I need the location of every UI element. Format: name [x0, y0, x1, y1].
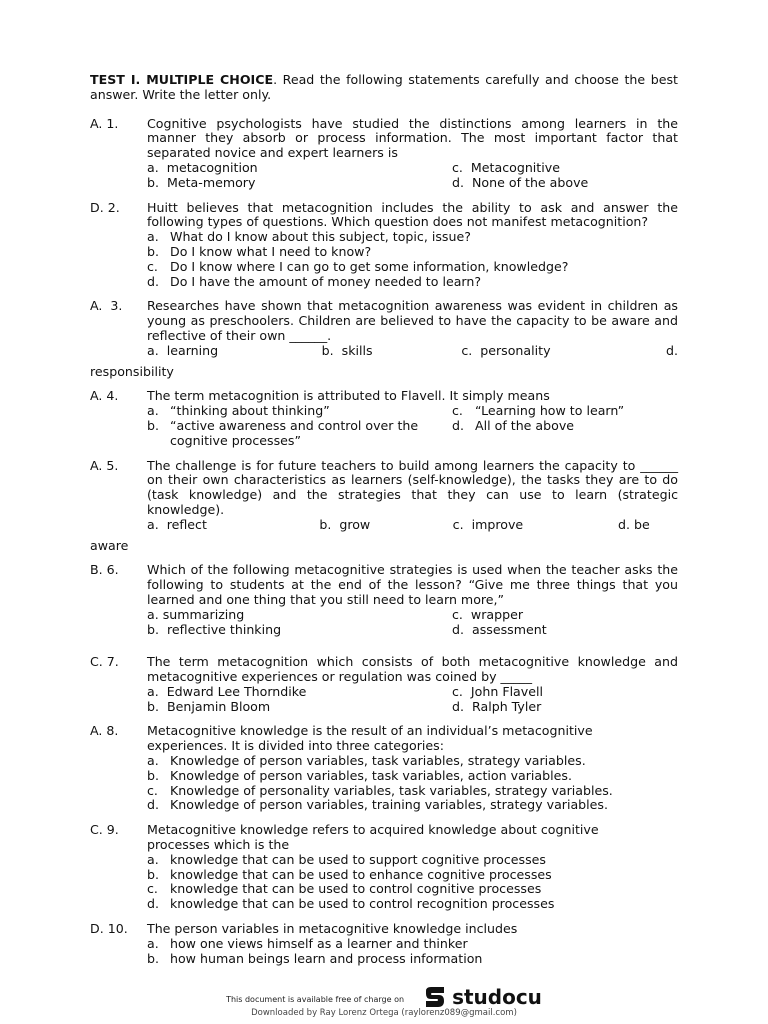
question-7: [90, 655, 678, 714]
option-d: d. None of the above: [452, 174, 589, 190]
option-d: d. Ralph Tyler: [452, 698, 542, 714]
question-stem: Metacognitive knowledge is the result of an individual’s metacognitive experiences. It is divided into three categories:: [147, 723, 593, 754]
question-stem: Huitt believes that metacognition includes the ability to ask and answer the following types of questions. Which question does not manifest metacognition?: [147, 199, 678, 230]
option-c: c. wrapper: [452, 606, 524, 622]
question-stem: The person variables in metacognitive knowledge includes: [147, 921, 518, 937]
question-10: [90, 922, 678, 966]
question-number: A. 5.: [90, 457, 119, 473]
question-2: [90, 201, 678, 290]
question-number: A. 1.: [90, 115, 119, 131]
option-a: a. What do I know about this subject, topic, issue?: [147, 229, 471, 245]
option-c: c. personality: [461, 342, 551, 358]
question-1: [90, 117, 678, 191]
question-number: A. 3.: [90, 298, 123, 314]
option-b: b. knowledge that can be used to enhance cognitive processes: [147, 866, 552, 882]
question-stem: Cognitive psychologists have studied the distinctions among learners in the manner they absorb or process information. The most important factor that separated novice and expert learners is: [147, 115, 678, 161]
option-d: d. knowledge that can be used to control recognition processes: [147, 896, 555, 912]
question-number: C. 9.: [90, 822, 119, 838]
option-c: c. knowledge that can be used to control cognitive processes: [147, 881, 542, 897]
exam-page: [90, 73, 678, 976]
option-c: c. John Flavell: [452, 683, 543, 699]
test-instructions: [90, 73, 678, 103]
option-b: b. how human beings learn and process information: [147, 950, 483, 966]
options-row: [147, 518, 678, 533]
option-a: a. “thinking about thinking”: [147, 403, 330, 419]
option-d-text: responsibility: [90, 363, 174, 379]
test-instructions-text: . Read the following statements carefully and choose the best answer. Write the letter only.: [90, 72, 678, 102]
question-5-wrap: [90, 539, 678, 554]
option-b: b. reflective thinking: [147, 621, 282, 637]
question-number: C. 7.: [90, 654, 119, 670]
availability-note: This document is available free of charge on: [226, 994, 405, 1004]
option-d: d. Knowledge of person variables, training variables, strategy variables.: [147, 797, 608, 813]
question-3: [90, 299, 678, 358]
option-b: b. “active awareness and control over the cognitive processes”: [147, 417, 419, 448]
option-d: d. All of the above: [452, 417, 575, 433]
option-a: a. knowledge that can be used to support cognitive processes: [147, 851, 546, 867]
download-credit: Downloaded by Ray Lorenz Ortega (raylorenz089@gmail.com): [251, 1008, 517, 1018]
question-stem: The term metacognition which consists of both metacognitive knowledge and metacognitive experiences or regulation was coined by _____: [147, 654, 678, 685]
options-row: [147, 344, 678, 359]
question-4: [90, 389, 678, 448]
question-number: A. 8.: [90, 723, 119, 739]
question-stem: The challenge is for future teachers to build among learners the capacity to ______ on their own characteristics as learners (self-knowledge), the tasks they are to do (task knowledge) and the strategies that they can use to learn (strategic knowledge).: [147, 457, 678, 517]
option-a: a. Edward Lee Thorndike: [147, 683, 307, 699]
option-c: c. Knowledge of personality variables, task variables, strategy variables.: [147, 782, 613, 798]
option-d: d. assessment: [452, 621, 547, 637]
question-stem: Which of the following metacognitive strategies is used when the teacher asks the following to students at the end of the lesson? “Give me three things that you learned and one thing that you still need to learn more,”: [147, 562, 678, 607]
option-b: b. Benjamin Bloom: [147, 698, 271, 714]
option-a: a. learning: [147, 342, 219, 358]
option-a: a. metacognition: [147, 159, 258, 175]
option-b: b. Do I know what I need to know?: [147, 243, 372, 259]
option-a: a. summarizing: [147, 606, 245, 622]
question-stem: Metacognitive knowledge refers to acquired knowledge about cognitive processes which is the: [147, 822, 599, 853]
question-number: D. 2.: [90, 199, 120, 215]
question-8: [90, 724, 678, 813]
option-a: a. reflect: [147, 516, 207, 532]
option-d-text: aware: [90, 537, 129, 553]
option-b: b. Knowledge of person variables, task variables, action variables.: [147, 767, 572, 783]
option-b: b. skills: [321, 342, 373, 358]
option-c: c. improve: [452, 516, 524, 532]
option-b: b. Meta-memory: [147, 174, 256, 190]
option-c: c. Metacognitive: [452, 159, 560, 175]
option-a: a. how one views himself as a learner and thinker: [147, 935, 468, 951]
option-a: a. Knowledge of person variables, task variables, strategy variables.: [147, 753, 586, 769]
question-number: D. 10.: [90, 921, 128, 937]
question-number: A. 4.: [90, 388, 119, 404]
option-b: b. grow: [319, 516, 371, 532]
question-9: [90, 823, 678, 912]
option-d: d. Do I have the amount of money needed to learn?: [147, 273, 482, 289]
option-c: c. “Learning how to learn”: [452, 403, 625, 419]
question-stem: The term metacognition is attributed to Flavell. It simply means: [147, 388, 550, 404]
option-c: c. Do I know where I can go to get some information, knowledge?: [147, 258, 569, 274]
question-number: B. 6.: [90, 562, 119, 578]
test-heading: TEST I. MULTIPLE CHOICE: [90, 72, 274, 87]
question-6: [90, 563, 678, 637]
studocu-wordmark: studocu: [452, 984, 542, 1009]
option-d: d. be: [617, 516, 650, 532]
question-3-wrap: [90, 365, 678, 380]
question-5: [90, 459, 678, 533]
question-stem: Researches have shown that metacognition awareness was evident in children as young as preschoolers. Children are believed to have the capacity to be aware and reflective of their own ______.: [147, 298, 678, 343]
option-d: d.: [665, 342, 678, 358]
